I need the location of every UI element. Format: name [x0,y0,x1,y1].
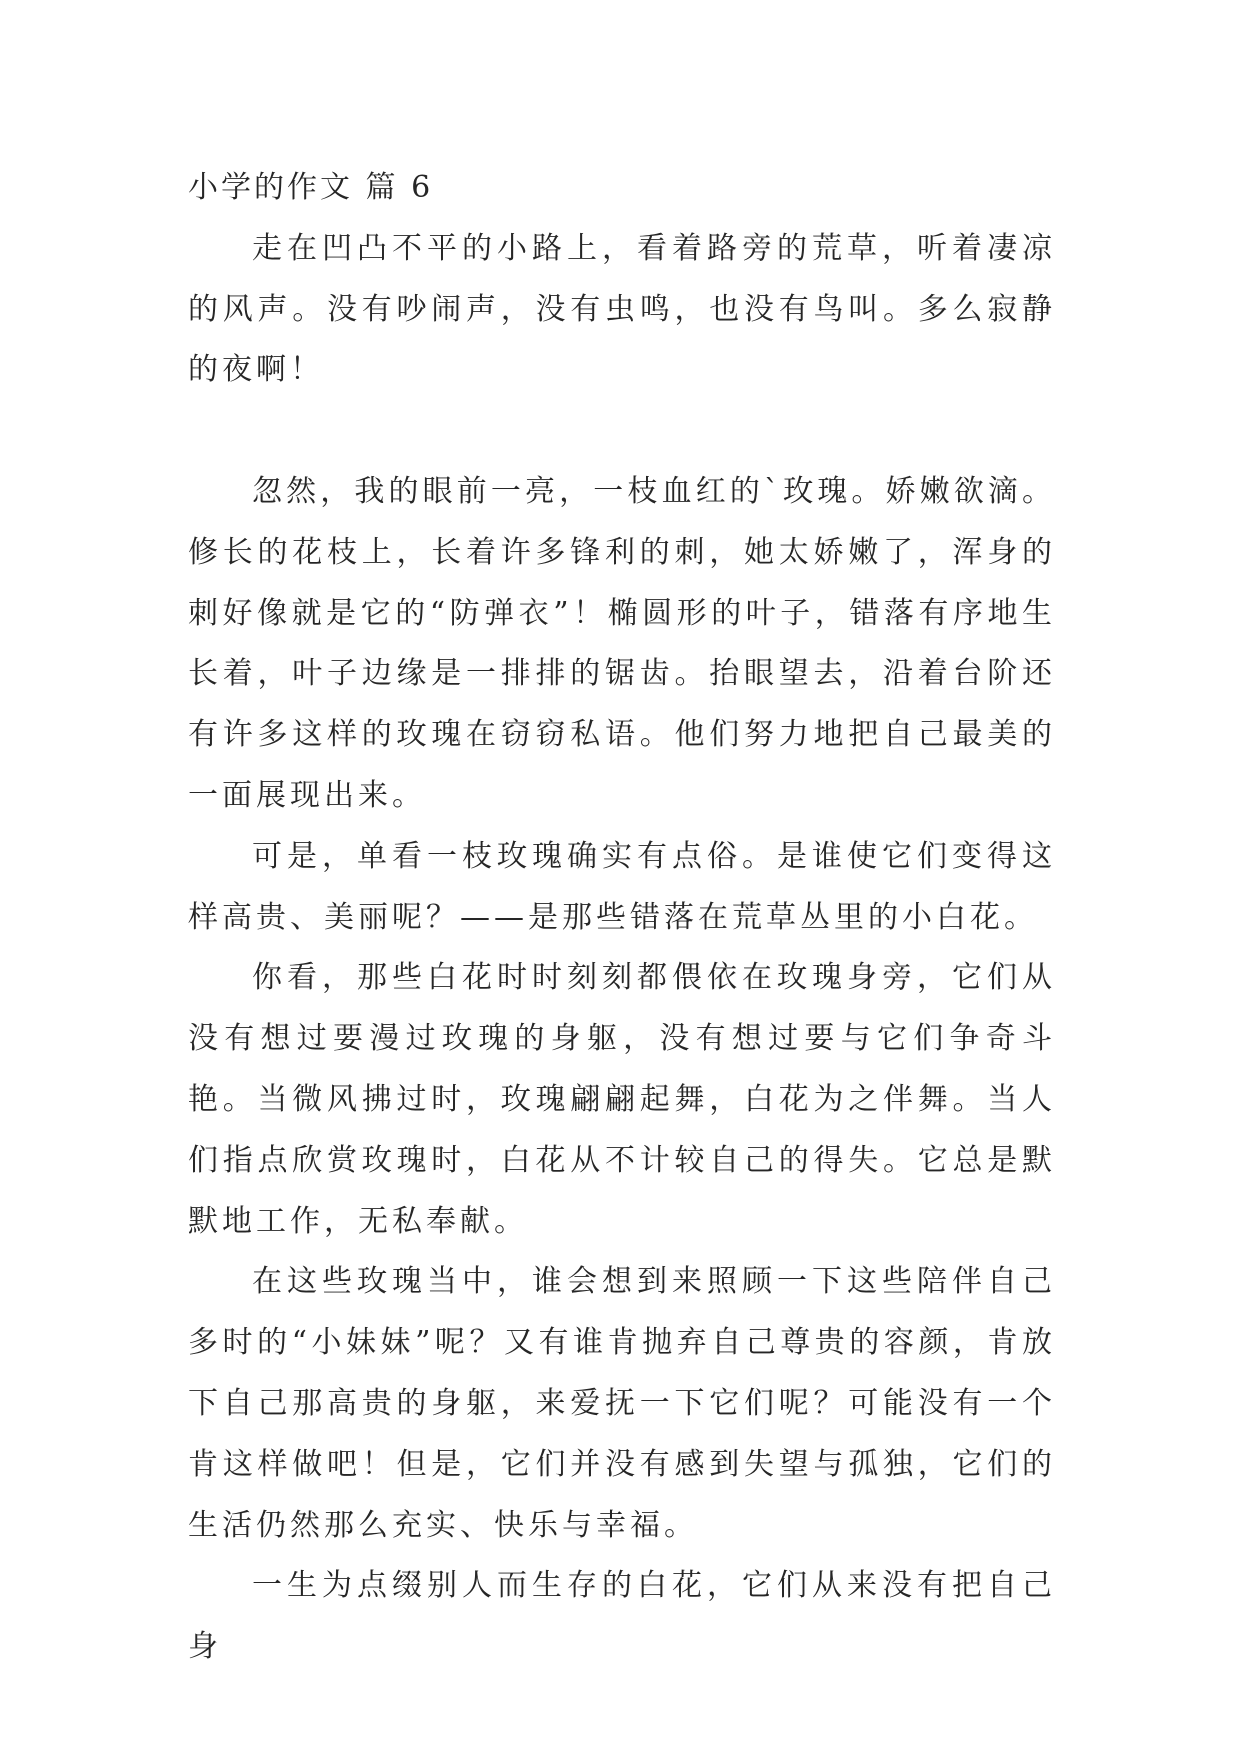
paragraph: 在这些玫瑰当中，谁会想到来照顾一下这些陪伴自己多时的“小妹妹”呢？又有谁肯抛弃自己尊贵的容颜，肯放下自己那高贵的身躯，来爱抚一下它们呢？可能没有一个肯这样做吧！但是，它们并没有感到失望与孤独，它们的生活仍然那么充实、快乐与幸福。 [188,1264,1056,1543]
paragraph: 一生为点缀别人而生存的白花，它们从来没有把自己身 [188,1568,1056,1665]
document-title: 小学的作文 篇 6 [188,170,434,205]
paragraph: 你看，那些白花时时刻刻都偎依在玫瑰身旁，它们从没有想过要漫过玫瑰的身躯，没有想过要与它们争奇斗艳。当微风拂过时，玫瑰翩翩起舞，白花为之伴舞。当人们指点欣赏玫瑰时，白花从不计较自己的得失。它总是默默地工作，无私奉献。 [188,960,1056,1239]
paragraph: 忽然，我的眼前一亮，一枝血红的`玫瑰。娇嫩欲滴。修长的花枝上，长着许多锋利的刺，她太娇嫩了，浑身的刺好像就是它的“防弹衣”！椭圆形的叶子，错落有序地生长着，叶子边缘是一排排的锯齿。抬眼望去，沿着台阶还有许多这样的玫瑰在窃窃私语。他们努力地把自己最美的一面展现出来。 [188,473,1056,813]
paragraph: 可是，单看一枝玫瑰确实有点俗。是谁使它们变得这样高贵、美丽呢？——是那些错落在荒草丛里的小白花。 [188,838,1056,935]
blank-line [188,401,1056,462]
paragraph: 走在凹凸不平的小路上，看着路旁的荒草，听着凄凉的风声。没有吵闹声，没有虫鸣，也没有鸟叫。多么寂静的夜啊！ [188,230,1056,388]
document-body [188,158,1056,1678]
